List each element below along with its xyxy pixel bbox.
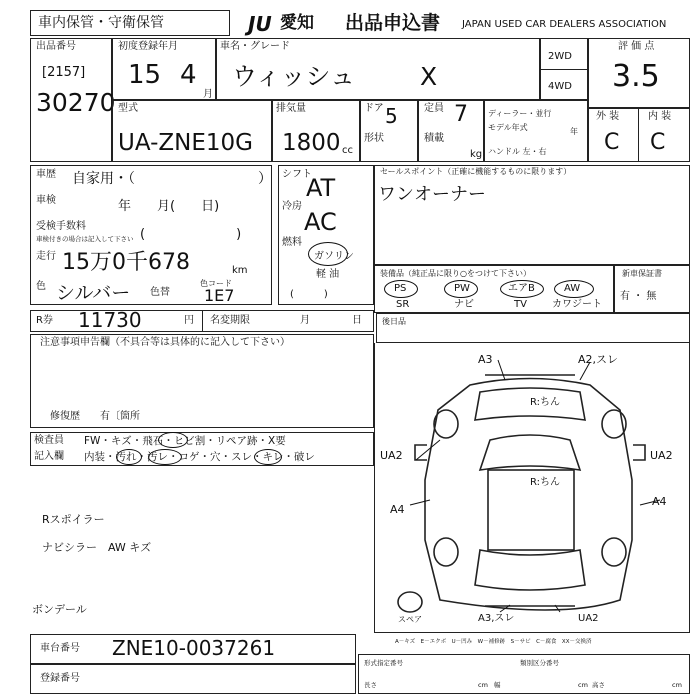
shift-value: AT (306, 174, 336, 202)
length-label: 長さ (364, 681, 377, 689)
sales-point-label: セールスポイント（正確に機能するものに限ります） (380, 167, 572, 176)
logo-text: 愛知 (280, 13, 314, 33)
ju-logo: JU (248, 12, 272, 36)
drive-4wd: 4WD (548, 81, 572, 92)
capacity-label: 定員 (424, 103, 444, 114)
inspection-text: 年 月( 日) (118, 199, 220, 214)
displacement-unit: cc (342, 145, 353, 156)
capacity-value: 7 (454, 102, 468, 127)
class-label: 類別区分番号 (520, 659, 559, 667)
note-spoiler: Rスポイラー (42, 513, 105, 526)
approval-label: 受検手数料 (36, 221, 86, 232)
history-value: 自家用・（ (72, 171, 135, 187)
length-unit: cm (478, 681, 488, 689)
dealer-label: ディーラー・並行 (488, 109, 552, 118)
name-change-month: 月 (300, 315, 310, 326)
width-unit: cm (578, 681, 588, 689)
note-navi: ナビシラー AW キズ (42, 541, 152, 554)
model-label: 型式 (118, 103, 138, 114)
shift-label: シフト (282, 169, 312, 180)
car-name-label: 車名・グレード (220, 41, 290, 52)
mileage-unit: km (232, 265, 248, 276)
fuel-paren: ( ) (290, 289, 328, 300)
shape-label: 形状 (364, 133, 384, 144)
color-value: シルバー (56, 282, 131, 304)
color-change-label: 色替 (150, 287, 170, 298)
registration-year: 15 (128, 60, 162, 90)
defect-legend: A－キズ E－エクボ U－凹み W－補修跡 S－サビ C－腐食 XX－交換済 (395, 639, 592, 645)
year-unit: 年 (570, 127, 578, 136)
inspector-label-1: 検査員 (34, 435, 64, 446)
score-label: 評 価 点 (618, 41, 655, 52)
mark-a3-rear: A3,スレ (478, 613, 515, 624)
fuel-label: 燃料 (282, 237, 302, 248)
height-unit: cm (672, 681, 682, 689)
equipment-label: 装備品（純正品に限り○をつけて下さい） (380, 269, 531, 278)
lot-number: 30270 (36, 88, 116, 117)
equip-sr: SR (396, 299, 410, 310)
inspector-label-2: 記入欄 (34, 451, 64, 462)
equip-pw: PW (454, 283, 470, 294)
repair-history: 修復歴 有〔箇所 (50, 411, 140, 422)
note-bonnet: ボンデール (32, 603, 87, 616)
color-code-label: 色コード (200, 279, 232, 288)
doors-label: ドア (364, 103, 384, 114)
interior-value: C (650, 130, 666, 155)
chassis-value: ZNE10-0037261 (112, 636, 276, 660)
model-year-label: モデル年式 (488, 123, 528, 132)
interior-label: 内 装 (648, 111, 672, 122)
association-name: JAPAN USED CAR DEALERS ASSOCIATION (462, 19, 667, 30)
cert-label: 形式指定番号 (364, 659, 403, 667)
mark-ua2-rear: UA2 (578, 613, 599, 624)
mileage-label: 走行 (36, 251, 56, 262)
displacement-value: 1800 (282, 130, 341, 156)
inspector-row-1: FW・キズ・飛石・ヒビ割・リペア跡・X要 (84, 435, 286, 447)
exterior-label: 外 装 (596, 111, 620, 122)
registration-month-unit: 月 (203, 89, 213, 100)
fuel-diesel: 軽 油 (316, 269, 340, 280)
color-code-value: 1E7 (204, 286, 235, 305)
ac-label: 冷房 (282, 201, 302, 212)
lot-code: [2157] (42, 65, 86, 80)
mark-roof-top: R:ちん (530, 397, 561, 408)
equip-tv: TV (514, 299, 527, 310)
plate-label: 登録番号 (40, 673, 80, 684)
approval-sub: 車検付きの場合は記入して下さい (36, 235, 134, 243)
ac-value: AC (304, 208, 337, 236)
name-change-label: 名変期限 (210, 315, 250, 326)
equip-airbag: エアB (508, 283, 535, 294)
mark-a4-left: A4 (390, 503, 405, 516)
mark-roof-center: R:ちん (530, 477, 561, 488)
dept-label: 車内保管・守衛保管 (38, 15, 164, 31)
load-unit: kg (470, 149, 483, 160)
car-name-value: ウィッシュ (232, 62, 356, 91)
mark-ua2-left: UA2 (380, 449, 403, 462)
exterior-value: C (604, 130, 620, 155)
width-label: 幅 (494, 681, 501, 689)
doors-value: 5 (385, 104, 398, 128)
drive-2wd: 2WD (548, 51, 572, 62)
registration-label: 初度登録年月 (118, 41, 178, 52)
history-close: ） (258, 171, 272, 187)
mark-a2-front: A2,スレ (578, 353, 619, 366)
mark-ua2-right: UA2 (650, 449, 673, 462)
color-label: 色 (36, 281, 46, 292)
equip-ps: PS (394, 283, 407, 294)
inspection-label: 車検 (36, 195, 56, 206)
height-label: 高さ (592, 681, 605, 689)
mark-a3-front: A3 (478, 353, 493, 366)
inspector-row-2: 内装・汚れ・汚レ・コゲ・穴・スレ・キレ・破レ (84, 451, 315, 463)
handle-label: ハンドル 左・右 (488, 147, 547, 156)
recycle-value: 11730 (78, 308, 142, 332)
recycle-label: R券 (36, 315, 53, 326)
rear-label: 後日品 (382, 317, 406, 326)
score-value: 3.5 (612, 59, 660, 94)
chassis-label: 車台番号 (40, 643, 80, 654)
approval-paren: ( ) (140, 227, 242, 242)
warranty-label: 新車保証書 (622, 269, 662, 278)
mileage-value: 15万0千678 (62, 250, 190, 275)
sheet-title: 出品申込書 (345, 12, 441, 34)
recycle-unit: 円 (184, 315, 194, 326)
mark-a4-right: A4 (652, 495, 667, 508)
equip-seat: カワジート (552, 299, 602, 310)
load-label: 積載 (424, 133, 444, 144)
registration-month: 4 (180, 60, 197, 90)
fuel-gasoline: ガソリン (314, 251, 354, 262)
car-grade-value: X (420, 62, 438, 91)
equip-aw: AW (564, 283, 581, 294)
name-change-day: 日 (352, 315, 362, 326)
history-label: 車歴 (36, 169, 56, 180)
warranty-value: 有 ・ 無 (620, 291, 657, 302)
lot-label: 出品番号 (36, 41, 76, 52)
model-value: UA-ZNE10G (118, 130, 253, 156)
spare-label: スペア (398, 615, 422, 624)
equip-navi: ナビ (454, 299, 474, 310)
displacement-label: 排気量 (276, 103, 306, 114)
notes-label: 注意事項申告欄（不具合等は具体的に記入して下さい） (40, 337, 290, 348)
sales-point-value: ワンオーナー (378, 184, 486, 205)
